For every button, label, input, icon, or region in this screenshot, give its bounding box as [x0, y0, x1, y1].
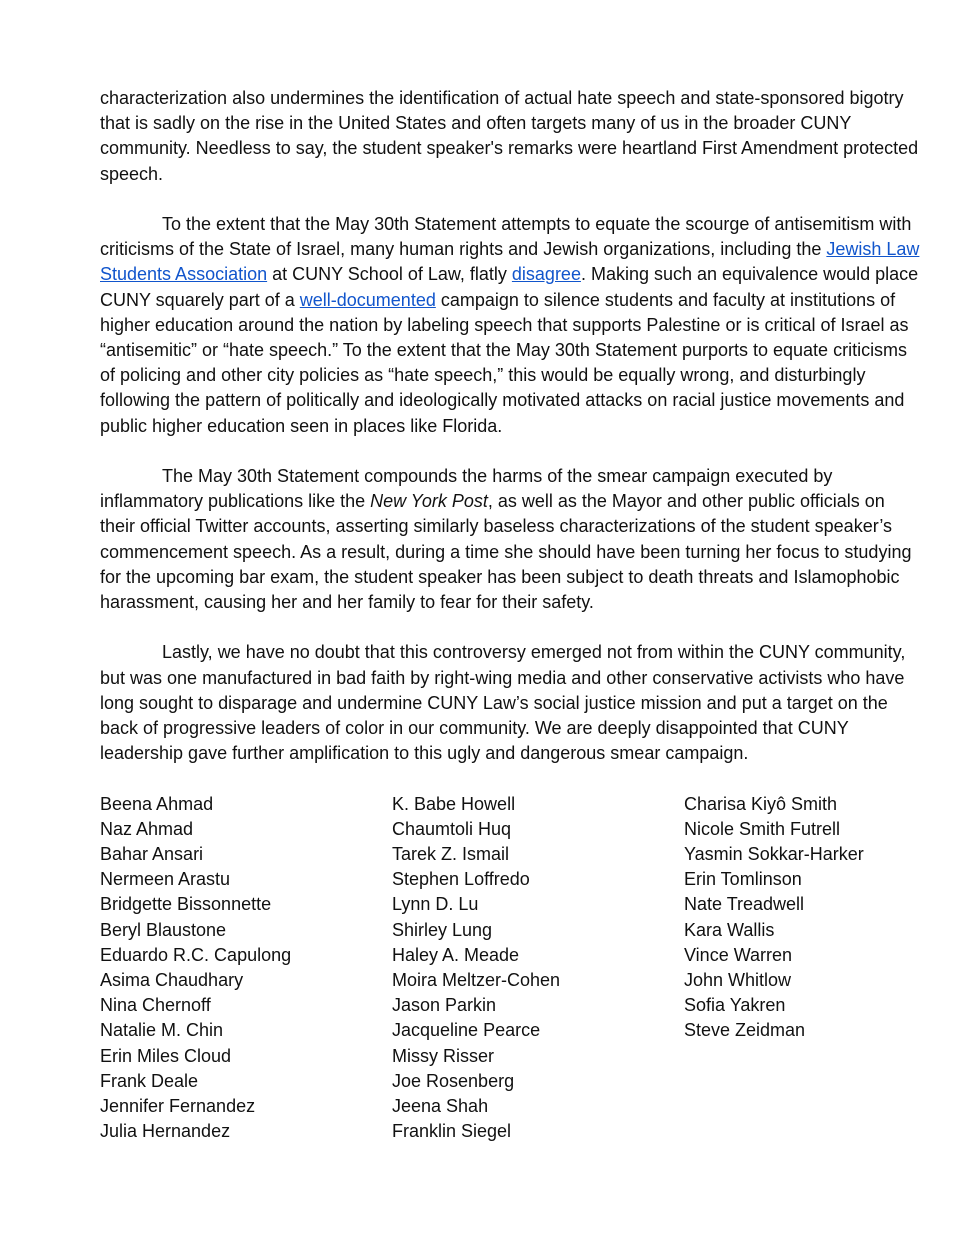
signatory-name: Erin Tomlinson	[684, 869, 802, 890]
link-disagree[interactable]: disagree	[511, 264, 581, 285]
signatory-name: John Whitlow	[684, 970, 792, 991]
signatory-name: K. Babe Howell	[392, 793, 516, 814]
signatory-name: Jeena Shah	[392, 1096, 489, 1117]
signatory-name: Franklin Siegel	[392, 1121, 512, 1142]
signatory-name: Chaumtoli Huq	[392, 818, 512, 839]
signatories-column-1	[100, 792, 392, 1145]
paragraph-text: at CUNY School of Law, flatly	[267, 264, 512, 285]
link-jewish-law-students-association[interactable]: Jewish Law Students Association	[100, 239, 920, 285]
signatory-name: Missy Risser	[392, 1045, 494, 1066]
paragraph-text: To the extent that the May 30th Statement attempts to equate the scourge of antisemitism with criticisms of the State of Israel, many human rights and Jewish organizations, including the	[100, 214, 912, 260]
signatory-name: Eduardo R.C. Capulong	[100, 944, 292, 965]
document-page	[100, 86, 920, 1144]
signatories-column-2	[392, 792, 684, 1145]
signatory-name: Asima Chaudhary	[100, 970, 244, 991]
signatory-name: Shirley Lung	[392, 919, 493, 940]
signatory-name: Nate Treadwell	[684, 894, 805, 915]
paragraph-text: , as well as the Mayor and other public officials on their official Twitter accounts, asserting similarly baseless characterizations of the student speaker’s commencement speech. As a result, during a time she should have been turning her focus to studying for the upcoming bar exam, the student speaker has been subject to death threats and Islamophobic harassment, causing her and her family to fear for their safety.	[100, 491, 912, 613]
signatory-name: Beryl Blaustone	[100, 919, 227, 940]
paragraph-first-amendment: characterization also undermines the identification of actual hate speech and state-sponsored bigotry that is sadly on the rise in the United States and often targets many of us in the broader CUNY community. Needless to say, the student speaker's remarks were heartland First Amendment protected speech.	[100, 88, 919, 184]
signatory-name: Nina Chernoff	[100, 995, 211, 1016]
signatory-name: Tarek Z. Ismail	[392, 844, 510, 865]
paragraph-text: campaign to silence students and faculty at institutions of higher education around the nation by labeling speech that supports Palestine or is critical of Israel as “antisemitic” or “hate speech.” To the extent that the May 30th Statement purports to equate criticisms of policing and other city policies as “hate speech,” this would be equally wrong, and disturbingly following the pattern of politically and ideologically motivated attacks on racial justice movements and public higher education seen in places like Florida.	[100, 289, 909, 436]
signatory-name: Bahar Ansari	[100, 844, 204, 865]
signatory-name: Steve Zeidman	[684, 1020, 806, 1041]
paragraph-conclusion: Lastly, we have no doubt that this controversy emerged not from within the CUNY community, but was one manufactured in bad faith by right-wing media and other conservative activists who have long sought to disparage and undermine CUNY Law’s social justice mission and put a target on the back of progressive leaders of color in our community. We are deeply disappointed that CUNY leadership gave further amplification to this ugly and dangerous smear campaign.	[100, 642, 906, 764]
signatory-name: Bridgette Bissonnette	[100, 894, 272, 915]
signatory-name: Jennifer Fernandez	[100, 1096, 256, 1117]
publication-title: New York Post	[370, 491, 488, 512]
signatories-column-3	[684, 792, 920, 1145]
signatory-name: Moira Meltzer-Cohen	[392, 970, 561, 991]
signatory-name: Julia Hernandez	[100, 1121, 231, 1142]
signatory-name: Stephen Loffredo	[392, 869, 530, 890]
signatory-name: Charisa Kiyô Smith	[684, 793, 838, 814]
paragraph-text: . Making such an equivalence would place CUNY squarely part of a	[100, 264, 919, 310]
signatory-name: Kara Wallis	[684, 919, 775, 940]
signatory-name: Nicole Smith Futrell	[684, 818, 841, 839]
signatory-name: Joe Rosenberg	[392, 1070, 515, 1091]
signatory-name: Lynn D. Lu	[392, 894, 479, 915]
signatory-name: Nermeen Arastu	[100, 869, 231, 890]
signatory-name: Naz Ahmad	[100, 818, 194, 839]
signatory-name: Erin Miles Cloud	[100, 1045, 232, 1066]
paragraph-smear-campaign	[100, 464, 920, 615]
signatory-name: Vince Warren	[684, 944, 793, 965]
signatory-name: Haley A. Meade	[392, 944, 520, 965]
paragraph-text: The May 30th Statement compounds the harms of the smear campaign executed by inflammatory publications like the	[100, 466, 833, 512]
signatory-name: Sofia Yakren	[684, 995, 786, 1016]
signatories-list	[100, 792, 920, 1145]
signatory-name: Frank Deale	[100, 1070, 199, 1091]
paragraph-antisemitism	[100, 212, 920, 439]
signatory-name: Jacqueline Pearce	[392, 1020, 541, 1041]
signatory-name: Natalie M. Chin	[100, 1020, 224, 1041]
link-well-documented[interactable]: well-documented	[299, 289, 436, 310]
signatory-name: Beena Ahmad	[100, 793, 214, 814]
signatory-name: Yasmin Sokkar-Harker	[684, 844, 864, 865]
signatory-name: Jason Parkin	[392, 995, 497, 1016]
